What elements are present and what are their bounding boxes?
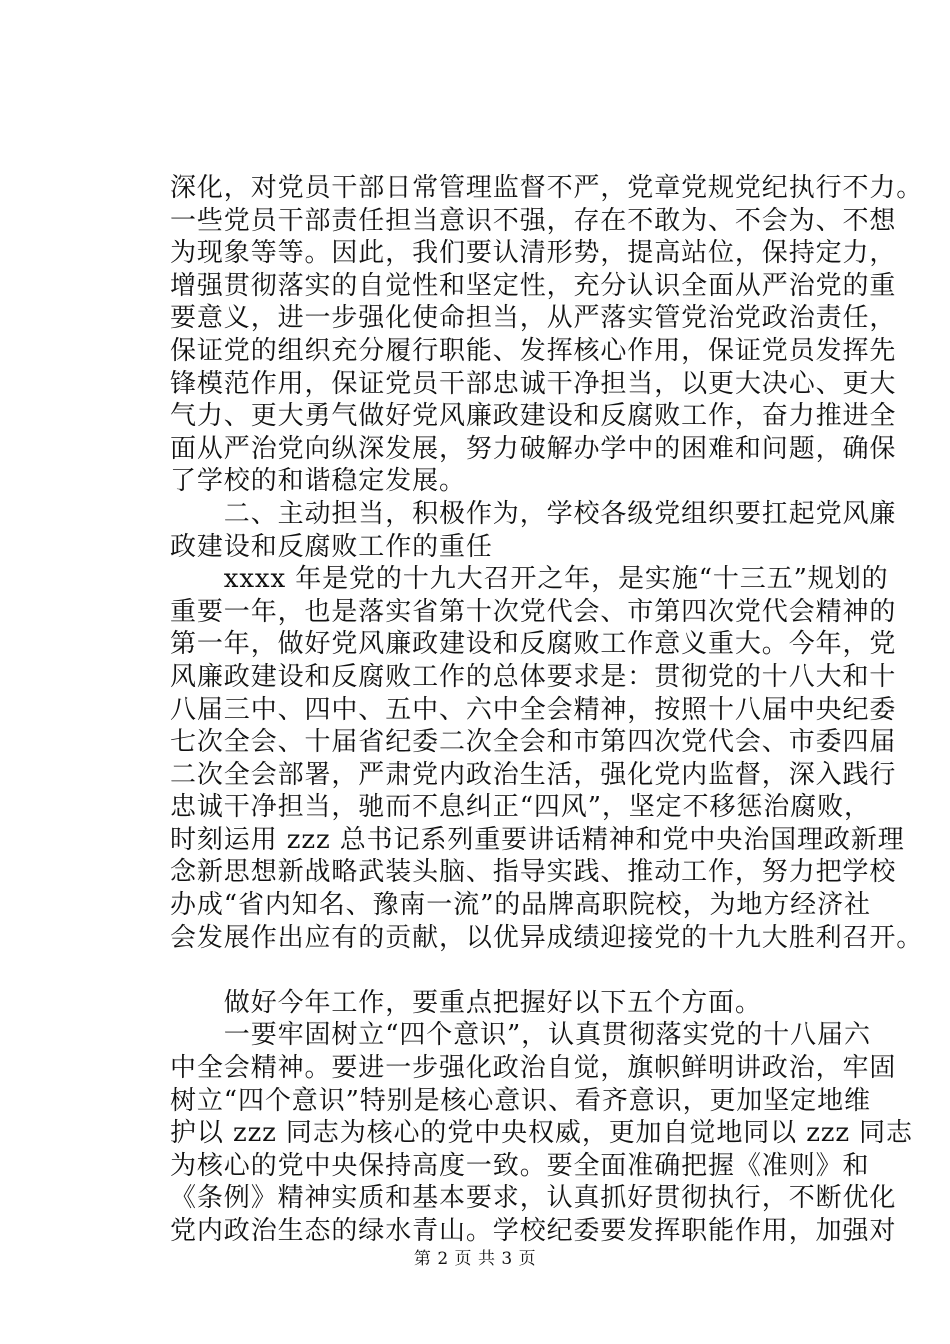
text-line: 时刻运用 zzz 总书记系列重要讲话精神和党中央治国理政新理 [170,824,905,855]
text-line: 树立“四个意识”特别是核心意识、看齐意识，更加坚定地维 [170,1085,871,1116]
text-line: 增强贯彻落实的自觉性和坚定性，充分认识全面从严治党的重 [170,270,897,301]
text-line: 面从严治党向纵深发展，努力破解办学中的困难和问题，确保 [170,433,897,464]
text-line: 忠诚干净担当，驰而不息纠正“四风”，坚定不移惩治腐败， [170,792,871,823]
text-line: 《条例》精神实质和基本要求，认真抓好贯彻执行，不断优化 [170,1183,897,1214]
text-line: 做好今年工作，要重点把握好以下五个方面。 [170,987,762,1018]
text-line: 念新思想新战略武装头脑、指导实践、推动工作，努力把学校 [170,857,897,888]
text-line: 护以 zzz 同志为核心的党中央权威，更加自觉地同以 zzz 同志 [170,1118,913,1149]
page-number-footer: 第 2 页 共 3 页 [413,1249,537,1269]
text-line: 保证党的组织充分履行职能、发挥核心作用，保证党员发挥先 [170,335,897,366]
text-line: 要意义，进一步强化使命担当，从严落实管党治党政治责任， [170,303,897,334]
document-body [170,172,924,1248]
section-heading-line: 二、主动担当，积极作为，学校各级党组织要扛起党风廉 [170,498,897,529]
text-line: 七次全会、十届省纪委二次全会和市第四次党代会、市委四届 [170,727,897,758]
text-line: 一要牢固树立“四个意识”，认真贯彻落实党的十八届六 [170,1020,871,1051]
section-heading-line: 政建设和反腐败工作的重任 [170,531,493,562]
text-line: 了学校的和谐稳定发展。 [170,466,466,497]
text-line: xxxx 年是党的十九大召开之年，是实施“十三五”规划的 [170,564,889,595]
blank-line [170,954,860,987]
text-line: 深化，对党员干部日常管理监督不严，党章党规党纪执行不力。 [170,173,924,203]
text-line: 会发展作出应有的贡献，以优异成绩迎接党的十九大胜利召开。 [170,922,924,953]
text-line: 八届三中、四中、五中、六中全会精神，按照十八届中央纪委 [170,694,897,725]
text-line: 中全会精神。要进一步强化政治自觉，旗帜鲜明讲政治，牢固 [170,1053,897,1084]
text-line: 气力、更大勇气做好党风廉政建设和反腐败工作，奋力推进全 [170,401,897,432]
text-line: 重要一年，也是落实省第十次党代会、市第四次党代会精神的 [170,596,897,627]
text-line: 党内政治生态的绿水青山。学校纪委要发挥职能作用，加强对 [170,1216,897,1246]
text-line: 一些党员干部责任担当意识不强，存在不敢为、不会为、不想 [170,205,897,236]
text-line: 办成“省内知名、豫南一流”的品牌高职院校，为地方经济社 [170,890,871,921]
text-line: 锋模范作用，保证党员干部忠诚干净担当，以更大决心、更大 [170,368,897,399]
text-line: 二次全会部署，严肃党内政治生活，强化党内监督，深入践行 [170,759,897,790]
text-line: 为现象等等。因此，我们要认清形势，提高站位，保持定力， [170,238,897,269]
text-line: 第一年，做好党风廉政建设和反腐败工作意义重大。今年，党 [170,629,897,660]
text-line: 风廉政建设和反腐败工作的总体要求是：贯彻党的十八大和十 [170,661,897,692]
text-line: 为核心的党中央保持高度一致。要全面准确把握《准则》和 [170,1150,870,1181]
